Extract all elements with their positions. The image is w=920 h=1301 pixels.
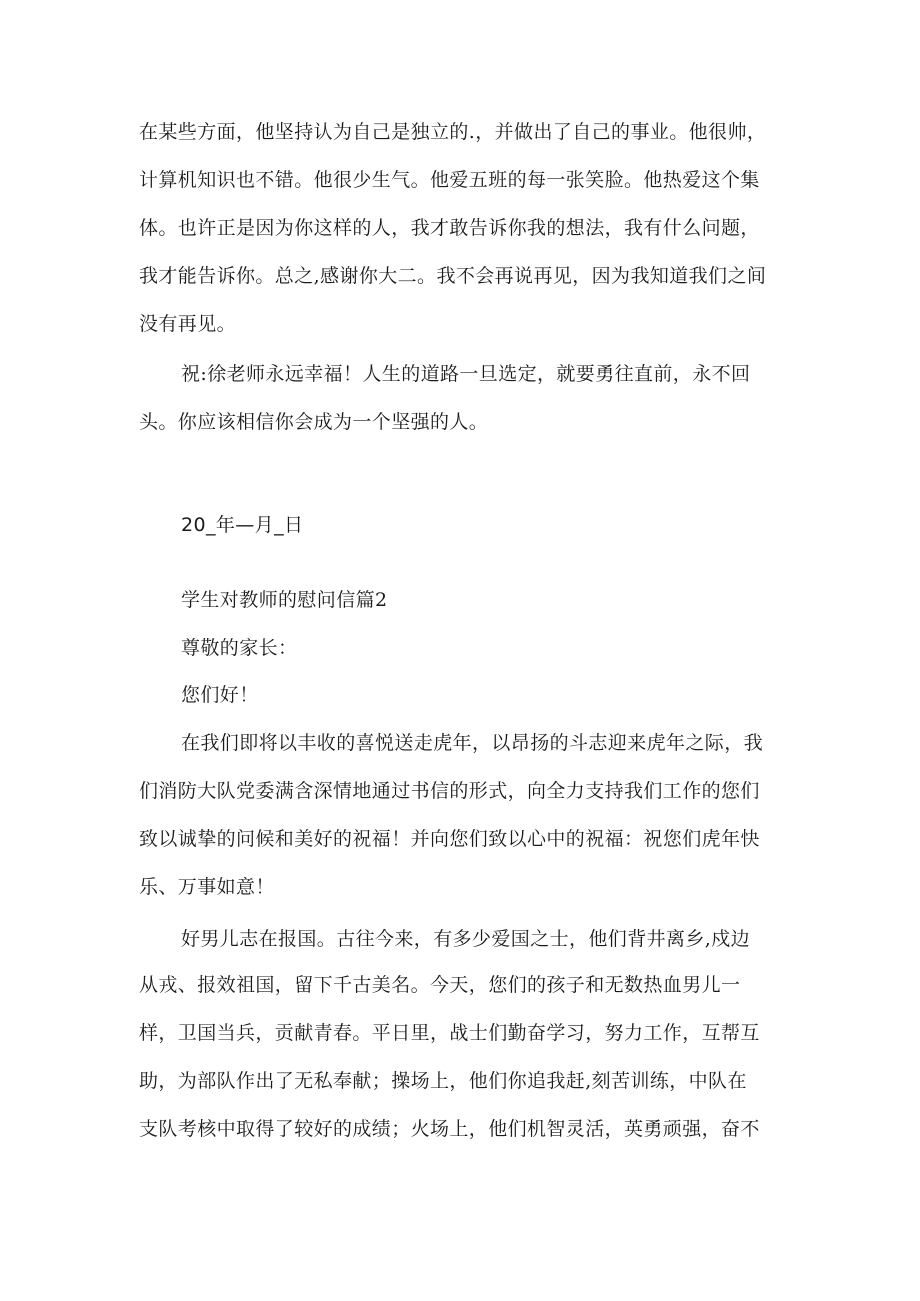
blessing-line: 祝:徐老师永远幸福！人生的道路一旦选定，就要勇往直前，永不回 — [181, 363, 751, 385]
paragraph-line: 致以诚挚的问候和美好的祝福！并向您们致以心中的祝福：祝您们虎年快 — [139, 828, 760, 850]
paragraph-line: 好男儿志在报国。古往今来，有多少爱国之士，他们背井离乡,戍边 — [181, 928, 751, 950]
paragraph-line: 没有再见。 — [139, 313, 237, 335]
paragraph-line: 体。也许正是因为你这样的人，我才敢告诉你我的想法，我有什么问题， — [139, 217, 760, 239]
date-line: 20_年—月_日 — [181, 514, 304, 536]
blessing-line: 头。你应该相信你会成为一个坚强的人。 — [139, 411, 489, 433]
paragraph-line: 计算机知识也不错。他很少生气。他爱五班的每一张笑脸。他热爱这个集 — [139, 169, 760, 191]
paragraph-line: 们消防大队党委满含深情地通过书信的形式，向全力支持我们工作的您们 — [139, 780, 760, 802]
section-title: 学生对教师的慰问信篇2 — [181, 589, 388, 611]
paragraph-line: 样，卫国当兵，贡献青春。平日里，战士们勤奋学习，努力工作，互帮互 — [139, 1022, 760, 1044]
paragraph-line: 在某些方面，他坚持认为自己是独立的.，并做出了自己的事业。他很帅， — [139, 121, 767, 143]
paragraph-line: 乐、万事如意！ — [139, 876, 275, 898]
paragraph-line: 在我们即将以丰收的喜悦送走虎年，以昂扬的斗志迎来虎年之际，我 — [181, 732, 764, 754]
paragraph-line: 我才能告诉你。总之,感谢你大二。我不会再说再见，因为我知道我们之间 — [139, 265, 767, 287]
salutation: 尊敬的家长： — [181, 637, 298, 659]
paragraph-line: 助，为部队作出了无私奉献；操场上，他们你追我赶,刻苦训练，中队在 — [139, 1070, 747, 1092]
greeting: 您们好！ — [181, 684, 259, 706]
paragraph-line: 支队考核中取得了较好的成绩；火场上，他们机智灵活，英勇顽强，奋不 — [139, 1118, 760, 1140]
paragraph-line: 从戎、报效祖国，留下千古美名。今天，您们的孩子和无数热血男儿一 — [139, 974, 741, 996]
